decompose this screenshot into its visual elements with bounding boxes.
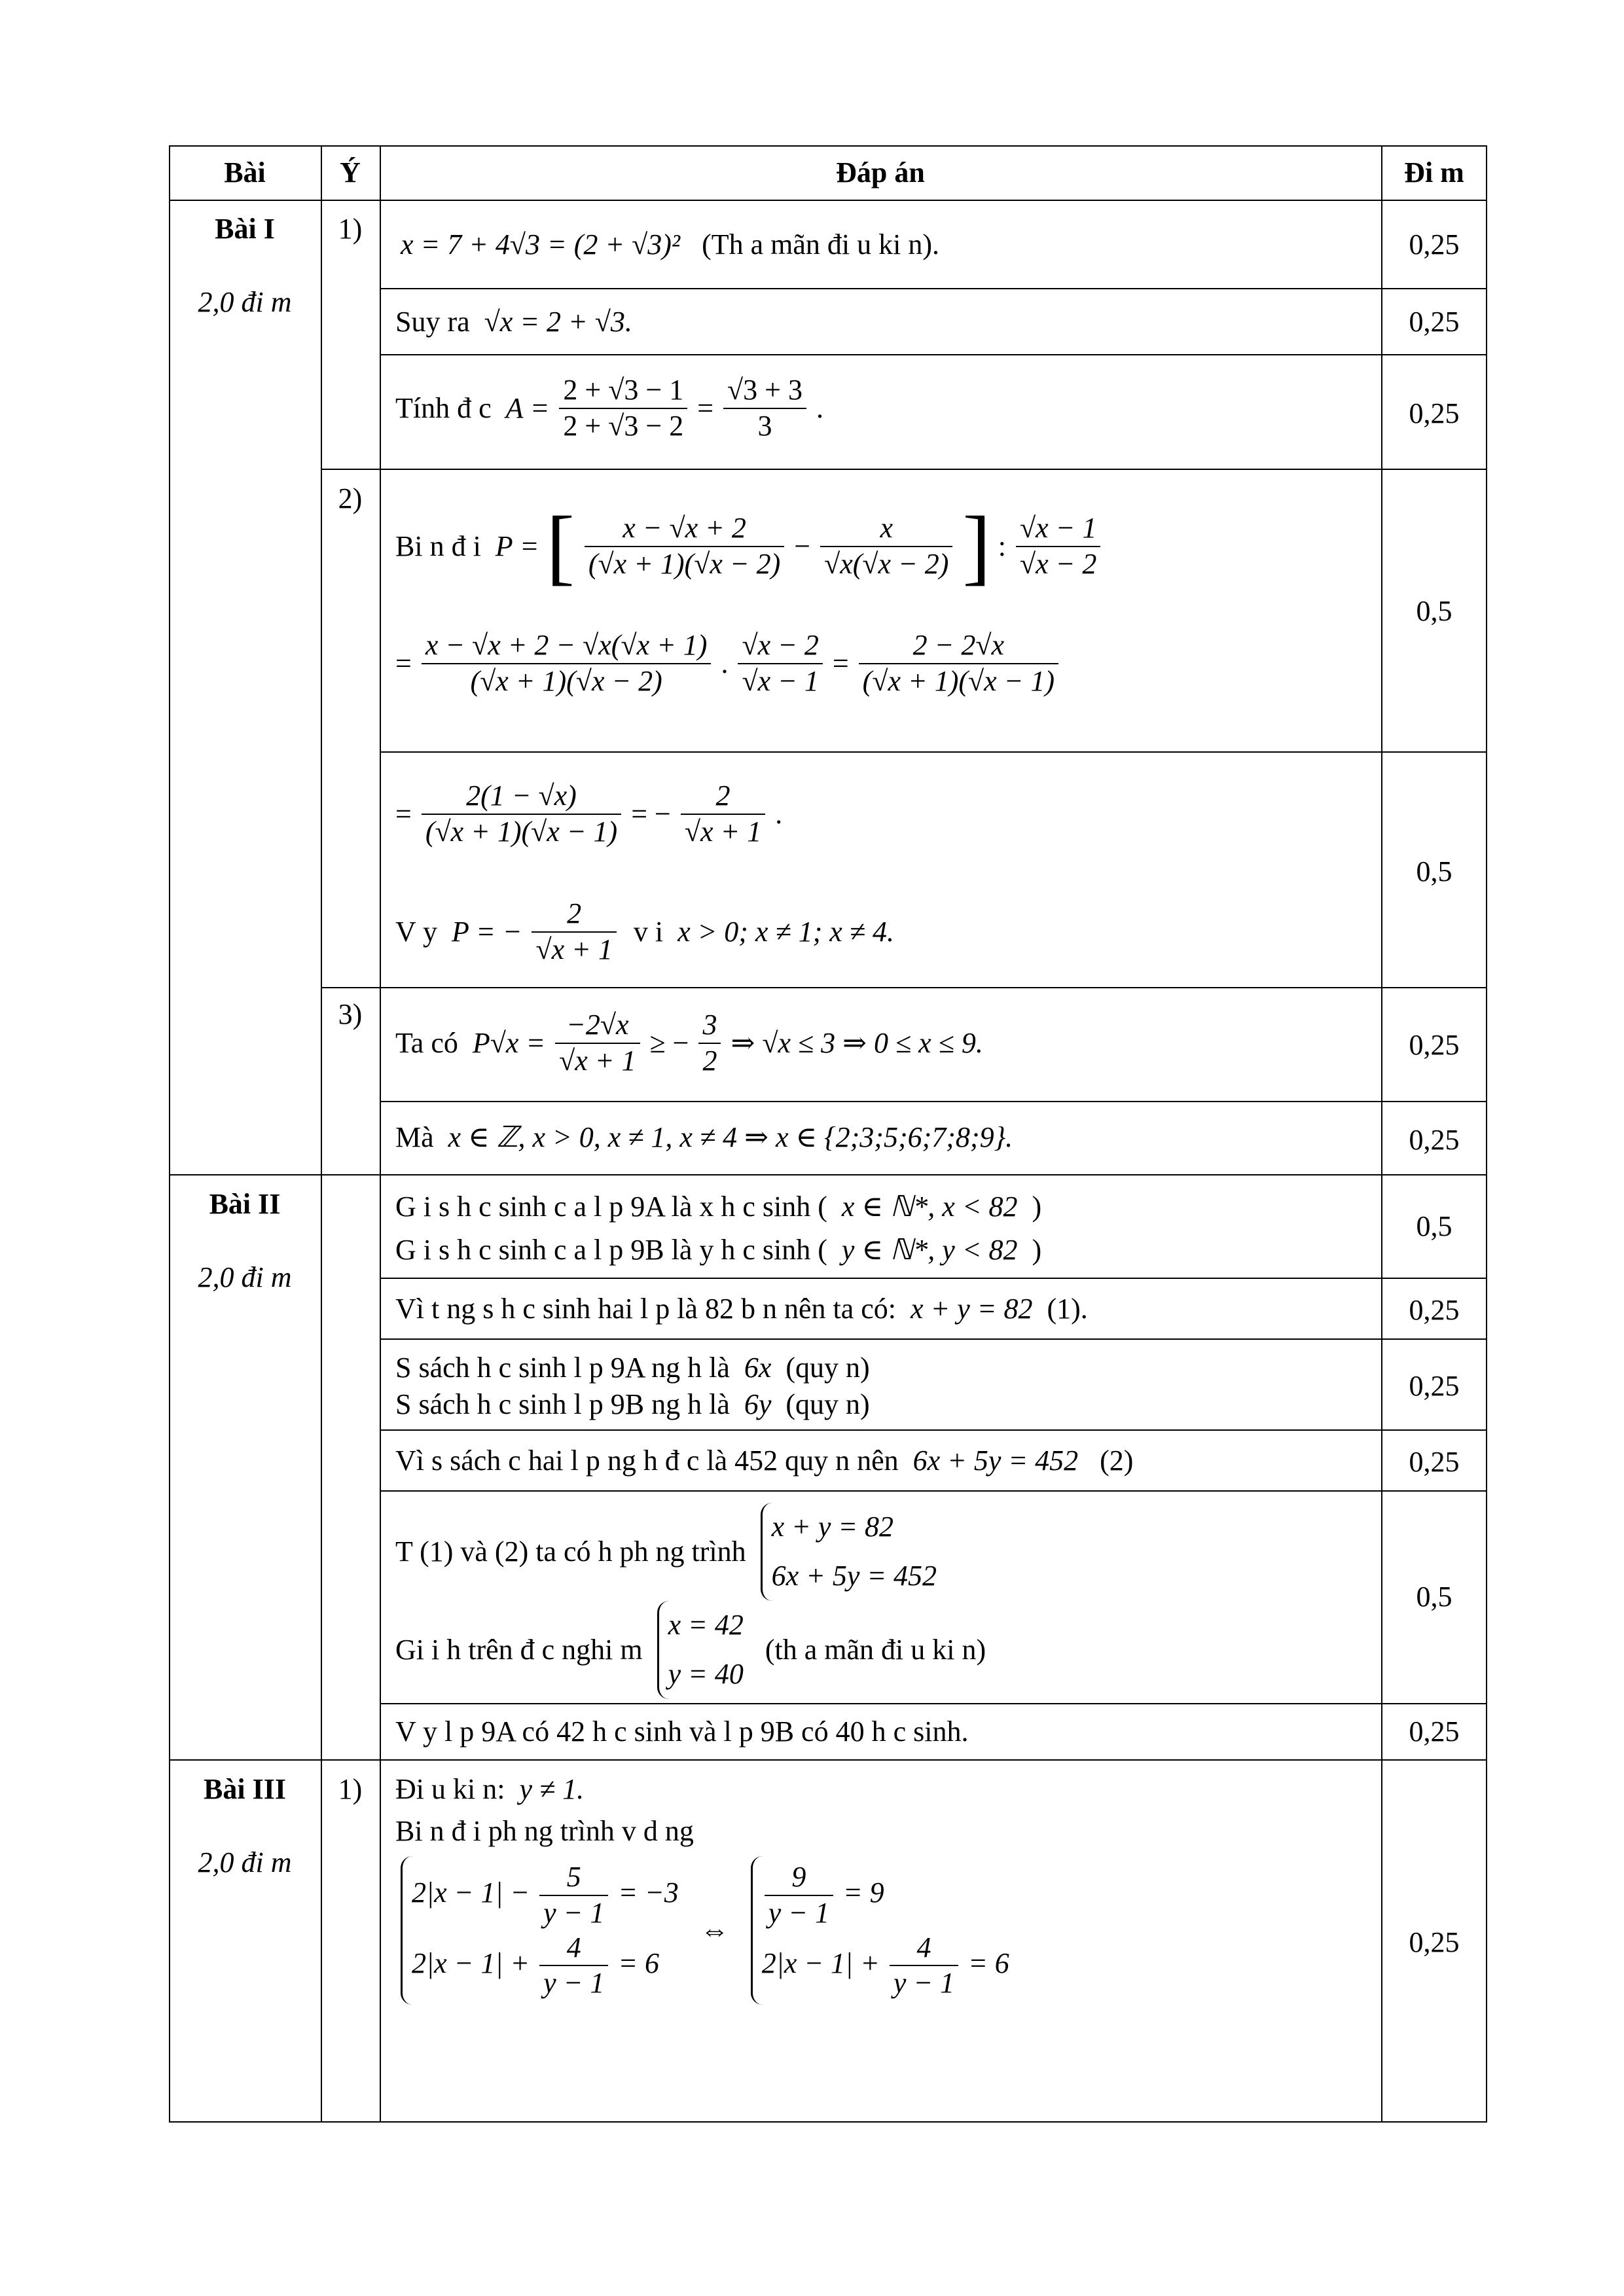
bai2-r3-line1 [395, 1354, 870, 1382]
fraction: $\frac{5}{y - 1}$ [539, 1860, 608, 1931]
bai1-r3 [395, 373, 823, 444]
denominator: √x − 1 [742, 664, 819, 697]
lhs: P√x = [472, 1026, 546, 1059]
score: 0,25 [1409, 1294, 1460, 1326]
score: 0,5 [1416, 1210, 1453, 1242]
bai3-y1: 1) [338, 1773, 363, 1805]
row-divider [380, 1101, 1487, 1102]
equation: y = 40 [668, 1657, 744, 1690]
bai3-r1-line2 [395, 1817, 694, 1846]
numerator: x [820, 511, 952, 547]
bai1-r4-line2 [395, 628, 1061, 699]
fraction [585, 511, 784, 582]
bai1-r5-line1 [395, 779, 782, 850]
row-divider [169, 200, 1487, 201]
equation-system [761, 1503, 937, 1601]
minus: − [794, 530, 811, 562]
numerator: −2√x [555, 1008, 640, 1044]
bai2-points: 2,0 đi m [198, 1261, 292, 1293]
equation: 6x + 5y = 452 [771, 1559, 937, 1592]
denominator: √x + 1 [684, 815, 762, 848]
row-divider [380, 1338, 1487, 1340]
fraction [422, 628, 712, 699]
condition: x > 0; x ≠ 1; x ≠ 4. [677, 915, 894, 948]
tag: (1). [1047, 1293, 1088, 1325]
text: (th a mãn đi u ki n) [765, 1633, 986, 1666]
row-divider [380, 288, 1487, 289]
bracket-left: [ [546, 499, 575, 594]
formula: 6x + 5y = 452 [912, 1444, 1079, 1477]
equation: $\frac{9}{y - 1}$ = 9 [762, 1860, 1009, 1931]
bai2-r5-line2 [395, 1601, 986, 1699]
equals: = [697, 391, 714, 424]
bai1-r1 [401, 230, 939, 259]
equals: = [832, 647, 849, 679]
equation: x = 42 [668, 1609, 744, 1641]
tag: (2) [1100, 1444, 1134, 1477]
fraction: $\frac{4}{y - 1}$ [539, 1931, 608, 2001]
row-divider [380, 751, 1487, 753]
text: Vì t ng s h c sinh hai l p là 82 b n nên ta có: [395, 1293, 896, 1325]
dot: . [721, 647, 729, 679]
score: 0,25 [1409, 1715, 1460, 1748]
text: Đi u ki n: [395, 1773, 505, 1805]
text: ) [1032, 1191, 1042, 1223]
bai2-r3-line2 [395, 1390, 870, 1419]
score: 0,25 [1409, 1926, 1460, 1958]
numerator: 2 + √3 − 1 [559, 373, 687, 409]
score: 0,5 [1416, 855, 1453, 888]
row-divider [380, 1703, 1487, 1704]
numerator: √x − 2 [738, 628, 822, 664]
denominator: √x + 1 [559, 1044, 636, 1077]
column-divider [321, 145, 322, 2123]
bai1-r7 [395, 1123, 1013, 1152]
formula: y ∈ ℕ*, y < 82 [841, 1234, 1018, 1266]
text: Bi n đ i ph ng trình v d ng [395, 1815, 694, 1847]
fraction [681, 779, 765, 850]
bai1-y2: 2) [338, 482, 363, 514]
formula: 6x [744, 1352, 772, 1384]
header-diem: Đi m [1404, 156, 1464, 188]
equation-system [751, 1856, 1009, 2005]
fraction [698, 1008, 721, 1079]
bai2-r2 [395, 1295, 1088, 1323]
colon: : [998, 530, 1006, 562]
score: 0,25 [1409, 306, 1460, 338]
equals-minus: = − [631, 797, 671, 830]
prefix: Suy ra [395, 306, 470, 338]
text: G i s h c sinh c a l p 9B là y h c sinh ( [395, 1234, 827, 1266]
header-dap-an: Đáp án [836, 156, 925, 188]
vay: V y [395, 915, 437, 948]
denominator: (√x + 1)(√x − 2) [470, 664, 662, 697]
numerator: 2(1 − √x) [422, 779, 621, 815]
lhs: P = [495, 530, 539, 562]
formula: 6y [744, 1388, 772, 1420]
score: 0,25 [1409, 397, 1460, 429]
denominator: (√x + 1)(√x − 2) [588, 548, 781, 580]
text: G i s h c sinh c a l p 9A là x h c sinh ( [395, 1191, 827, 1223]
row-divider [321, 469, 1487, 470]
score: 0,25 [1409, 1124, 1460, 1156]
text: ) [1032, 1234, 1042, 1266]
bai2-r4 [395, 1446, 1133, 1475]
formula: x ∈ ℕ*, x < 82 [841, 1191, 1018, 1223]
bai3-r1-systems [401, 1856, 1009, 2005]
bai1-y1: 1) [338, 213, 363, 245]
fraction [422, 779, 621, 850]
fraction [1016, 511, 1100, 582]
prefix: Bi n đ i [395, 530, 481, 562]
bai2-r6 [395, 1717, 968, 1746]
equals: = [395, 797, 412, 830]
formula: √x = 2 + √3. [484, 306, 632, 338]
text: Vì s sách c hai l p ng h đ c là 452 quy n nên [395, 1444, 899, 1477]
text: (quy n) [785, 1388, 870, 1420]
formula: x + y = 82 [911, 1293, 1033, 1325]
bai1-r2 [395, 308, 632, 336]
score: 0,25 [1409, 228, 1460, 260]
numerator: 3 [698, 1008, 721, 1044]
row-divider [380, 1490, 1487, 1492]
numerator: 2 [532, 897, 616, 933]
denominator: √x + 1 [535, 933, 613, 965]
equation: 2|x − 1| + $\frac{4}{y - 1}$ = 6 [412, 1931, 679, 2001]
row-divider [380, 354, 1487, 355]
denominator: (√x + 1)(√x − 1) [862, 664, 1055, 697]
numerator: √x − 1 [1016, 511, 1100, 547]
bracket-right: ] [962, 499, 991, 594]
period: . [775, 797, 783, 830]
score: 0,25 [1409, 1029, 1460, 1061]
bai1-r4-line1 [395, 499, 1103, 594]
formula: x ∈ ℤ, x > 0, x ≠ 1, x ≠ 4 ⇒ x ∈ {2;3;5;6;7;8;9}. [448, 1121, 1013, 1153]
fraction [859, 628, 1058, 699]
numerator: 2 − 2√x [859, 628, 1058, 664]
numerator: x − √x + 2 [585, 511, 784, 547]
denominator: √x(√x − 2) [824, 548, 949, 580]
denominator: 2 + √3 − 2 [563, 409, 684, 442]
text: S sách h c sinh l p 9A ng h là [395, 1352, 730, 1384]
fraction [723, 373, 806, 444]
equation: x + y = 82 [771, 1511, 894, 1543]
text: V y l p 9A có 42 h c sinh và l p 9B có 40 h c sinh. [395, 1715, 969, 1748]
bai3-points: 2,0 đi m [198, 1846, 292, 1878]
header-bai: Bài [224, 156, 266, 188]
formula: x = 7 + 4√3 = (2 + √3)² [401, 228, 681, 260]
bai1-r5-line2 [395, 897, 894, 967]
numerator: x − √x + 2 − √x(√x + 1) [422, 628, 712, 664]
bai1-r6 [395, 1008, 983, 1079]
text: S sách h c sinh l p 9B ng h là [395, 1388, 730, 1420]
fraction [555, 1008, 640, 1079]
fraction: $\frac{9}{y - 1}$ [765, 1860, 833, 1931]
row-divider [169, 1174, 1487, 1175]
row-divider [380, 1278, 1487, 1279]
equation-system [401, 1856, 679, 2005]
lhs: P = − [451, 915, 522, 948]
equals: = [395, 647, 412, 679]
denominator: √x − 2 [1019, 548, 1097, 580]
iff: ⇔ [700, 1914, 729, 1946]
prefix: Tính đ c [395, 391, 492, 424]
row-divider [321, 987, 1487, 988]
score: 0,25 [1409, 1370, 1460, 1402]
bai2-title: Bài II [209, 1188, 281, 1220]
bai1-title: Bài I [215, 213, 275, 245]
period: . [816, 391, 823, 424]
score: 0,25 [1409, 1446, 1460, 1478]
formula: ⇒ √x ≤ 3 ⇒ 0 ≤ x ≤ 9. [731, 1026, 983, 1059]
fraction: $\frac{4}{y - 1}$ [890, 1931, 958, 2001]
numerator: √3 + 3 [723, 373, 806, 409]
column-divider [380, 145, 381, 2123]
text: Gi i h trên đ c nghi m [395, 1633, 643, 1666]
text: (quy n) [785, 1352, 870, 1384]
voi: v i [633, 915, 664, 948]
formula: y ≠ 1. [519, 1773, 585, 1805]
score: 0,5 [1416, 595, 1453, 627]
bai2-r1-line1 [395, 1193, 1041, 1221]
bai1-y3: 3) [338, 998, 363, 1030]
note: (Th a mãn đi u ki n). [702, 228, 940, 260]
equation-system [657, 1601, 744, 1699]
fraction [820, 511, 952, 582]
denominator: 3 [757, 409, 772, 442]
fraction [738, 628, 822, 699]
equation: 2|x − 1| + $\frac{4}{y - 1}$ = 6 [762, 1931, 1009, 2001]
denominator: 2 [702, 1044, 717, 1077]
bai2-r5-line1 [395, 1503, 937, 1601]
fraction [559, 373, 687, 444]
bai1-points: 2,0 đi m [198, 286, 292, 318]
prefix: Ta có [395, 1026, 458, 1059]
numerator: 2 [681, 779, 765, 815]
text: T (1) và (2) ta có h ph ng trình [395, 1535, 746, 1568]
ge: ≥ − [649, 1026, 689, 1059]
lhs: A = [505, 391, 550, 424]
fraction [532, 897, 616, 967]
score: 0,5 [1416, 1581, 1453, 1613]
prefix: Mà [395, 1121, 434, 1153]
header-y: Ý [340, 156, 361, 188]
row-divider [169, 1759, 1487, 1761]
equation: 2|x − 1| − $\frac{5}{y - 1}$ = −3 [412, 1860, 679, 1931]
denominator: (√x + 1)(√x − 1) [425, 815, 618, 848]
bai2-r1-line2 [395, 1236, 1041, 1265]
bai3-r1-line1 [395, 1775, 584, 1804]
bai3-title: Bài III [204, 1773, 286, 1805]
row-divider [380, 1429, 1487, 1431]
